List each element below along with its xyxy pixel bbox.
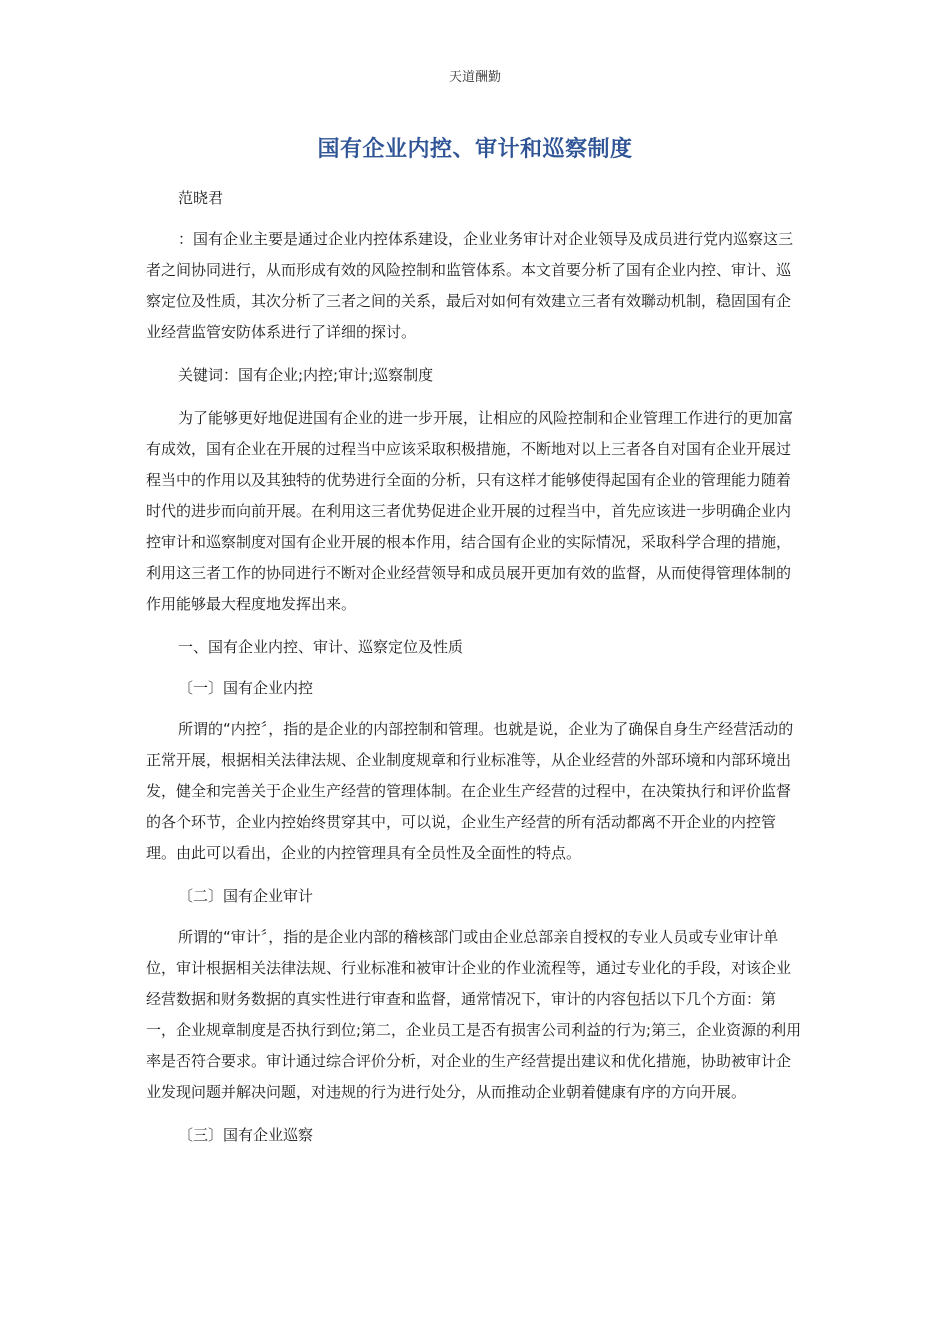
- body-paragraph: 所谓的“审计〞，指的是企业内部的稽核部门或由企业总部亲自授权的专业人员或专业审计单位，审计根据相关法律法规、行业标准和被审计企业的作业流程等，通过专业化的手段，对该企业经营数据和财务数据的真实性进行审查和监督，通常情况下，审计的内容包括以下几个方面：第一，企业规章制度是否执行到位;第二，企业员工是否有损害公司利益的行为;第三，企业资源的利用率是否符合要求。审计通过综合评价分析，对企业的生产经营提出建议和优化措施，协助被审计企业发现问题并解决问题，对违规的行为进行处分，从而推动企业朝着健康有序的方向开展。: [146, 928, 802, 1101]
- subsection-heading: 〔二〕国有企业审计: [178, 887, 314, 905]
- page-header: 天道酬勤: [448, 70, 501, 85]
- section-heading: 一、国有企业内控、审计、巡察定位及性质: [178, 638, 464, 656]
- keywords-line: 关键词：国有企业;内控;审计;巡察制度: [178, 366, 434, 384]
- abstract-paragraph: ：国有企业主要是通过企业内控体系建设，企业业务审计对企业领导及成员进行党内巡察这三者之间协同进行，从而形成有效的风险控制和监管体系。本文首要分析了国有企业内控、审计、巡察定位及性质，其次分析了三者之间的关系，最后对如何有效建立三者有效聯动机制，稳固国有企业经营监管安防体系进行了详细的探讨。: [146, 230, 794, 341]
- subsection-heading: 〔一〕国有企业内控: [178, 679, 314, 697]
- body-paragraph: 所谓的“内控〞，指的是企业的内部控制和管理。也就是说，企业为了确保自身生产经营活动的正常开展，根据相关法律法规、企业制度规章和行业标准等，从企业经营的外部环境和内部环境出发，健全和完善关于企业生产经营的管理体制。在企业生产经营的过程中，在决策执行和评价监督的各个环节，企业内控始终贯穿其中，可以说，企业生产经营的所有活动都离不开企业的内控管理。由此可以看出，企业的内控管理具有全员性及全面性的特点。: [146, 720, 794, 862]
- subsection-heading: 〔三〕国有企业巡察: [178, 1126, 314, 1144]
- document-title: 国有企业内控、审计和巡察制度: [317, 137, 633, 162]
- intro-paragraph: 为了能够更好地促进国有企业的进一步开展，让相应的风险控制和企业管理工作进行的更加富有成效，国有企业在开展的过程当中应该采取积极措施，不断地对以上三者各自对国有企业开展过程当中的作用以及其独特的优势进行全面的分析，只有这样才能够使得起国有企业的管理能力随着时代的进步而向前开展。在利用这三者优势促进企业开展的过程当中，首先应该进一步明确企业内控审计和巡察制度对国有企业开展的根本作用，结合国有企业的实际情况，采取科学合理的措施，利用这三者工作的协同进行不断对企业经营领导和成员展开更加有效的监督，从而使得管理体制的作用能够最大程度地发挥出来。: [146, 409, 794, 613]
- document-body: [146, 183, 802, 1151]
- author-name: 范晓君: [178, 189, 224, 207]
